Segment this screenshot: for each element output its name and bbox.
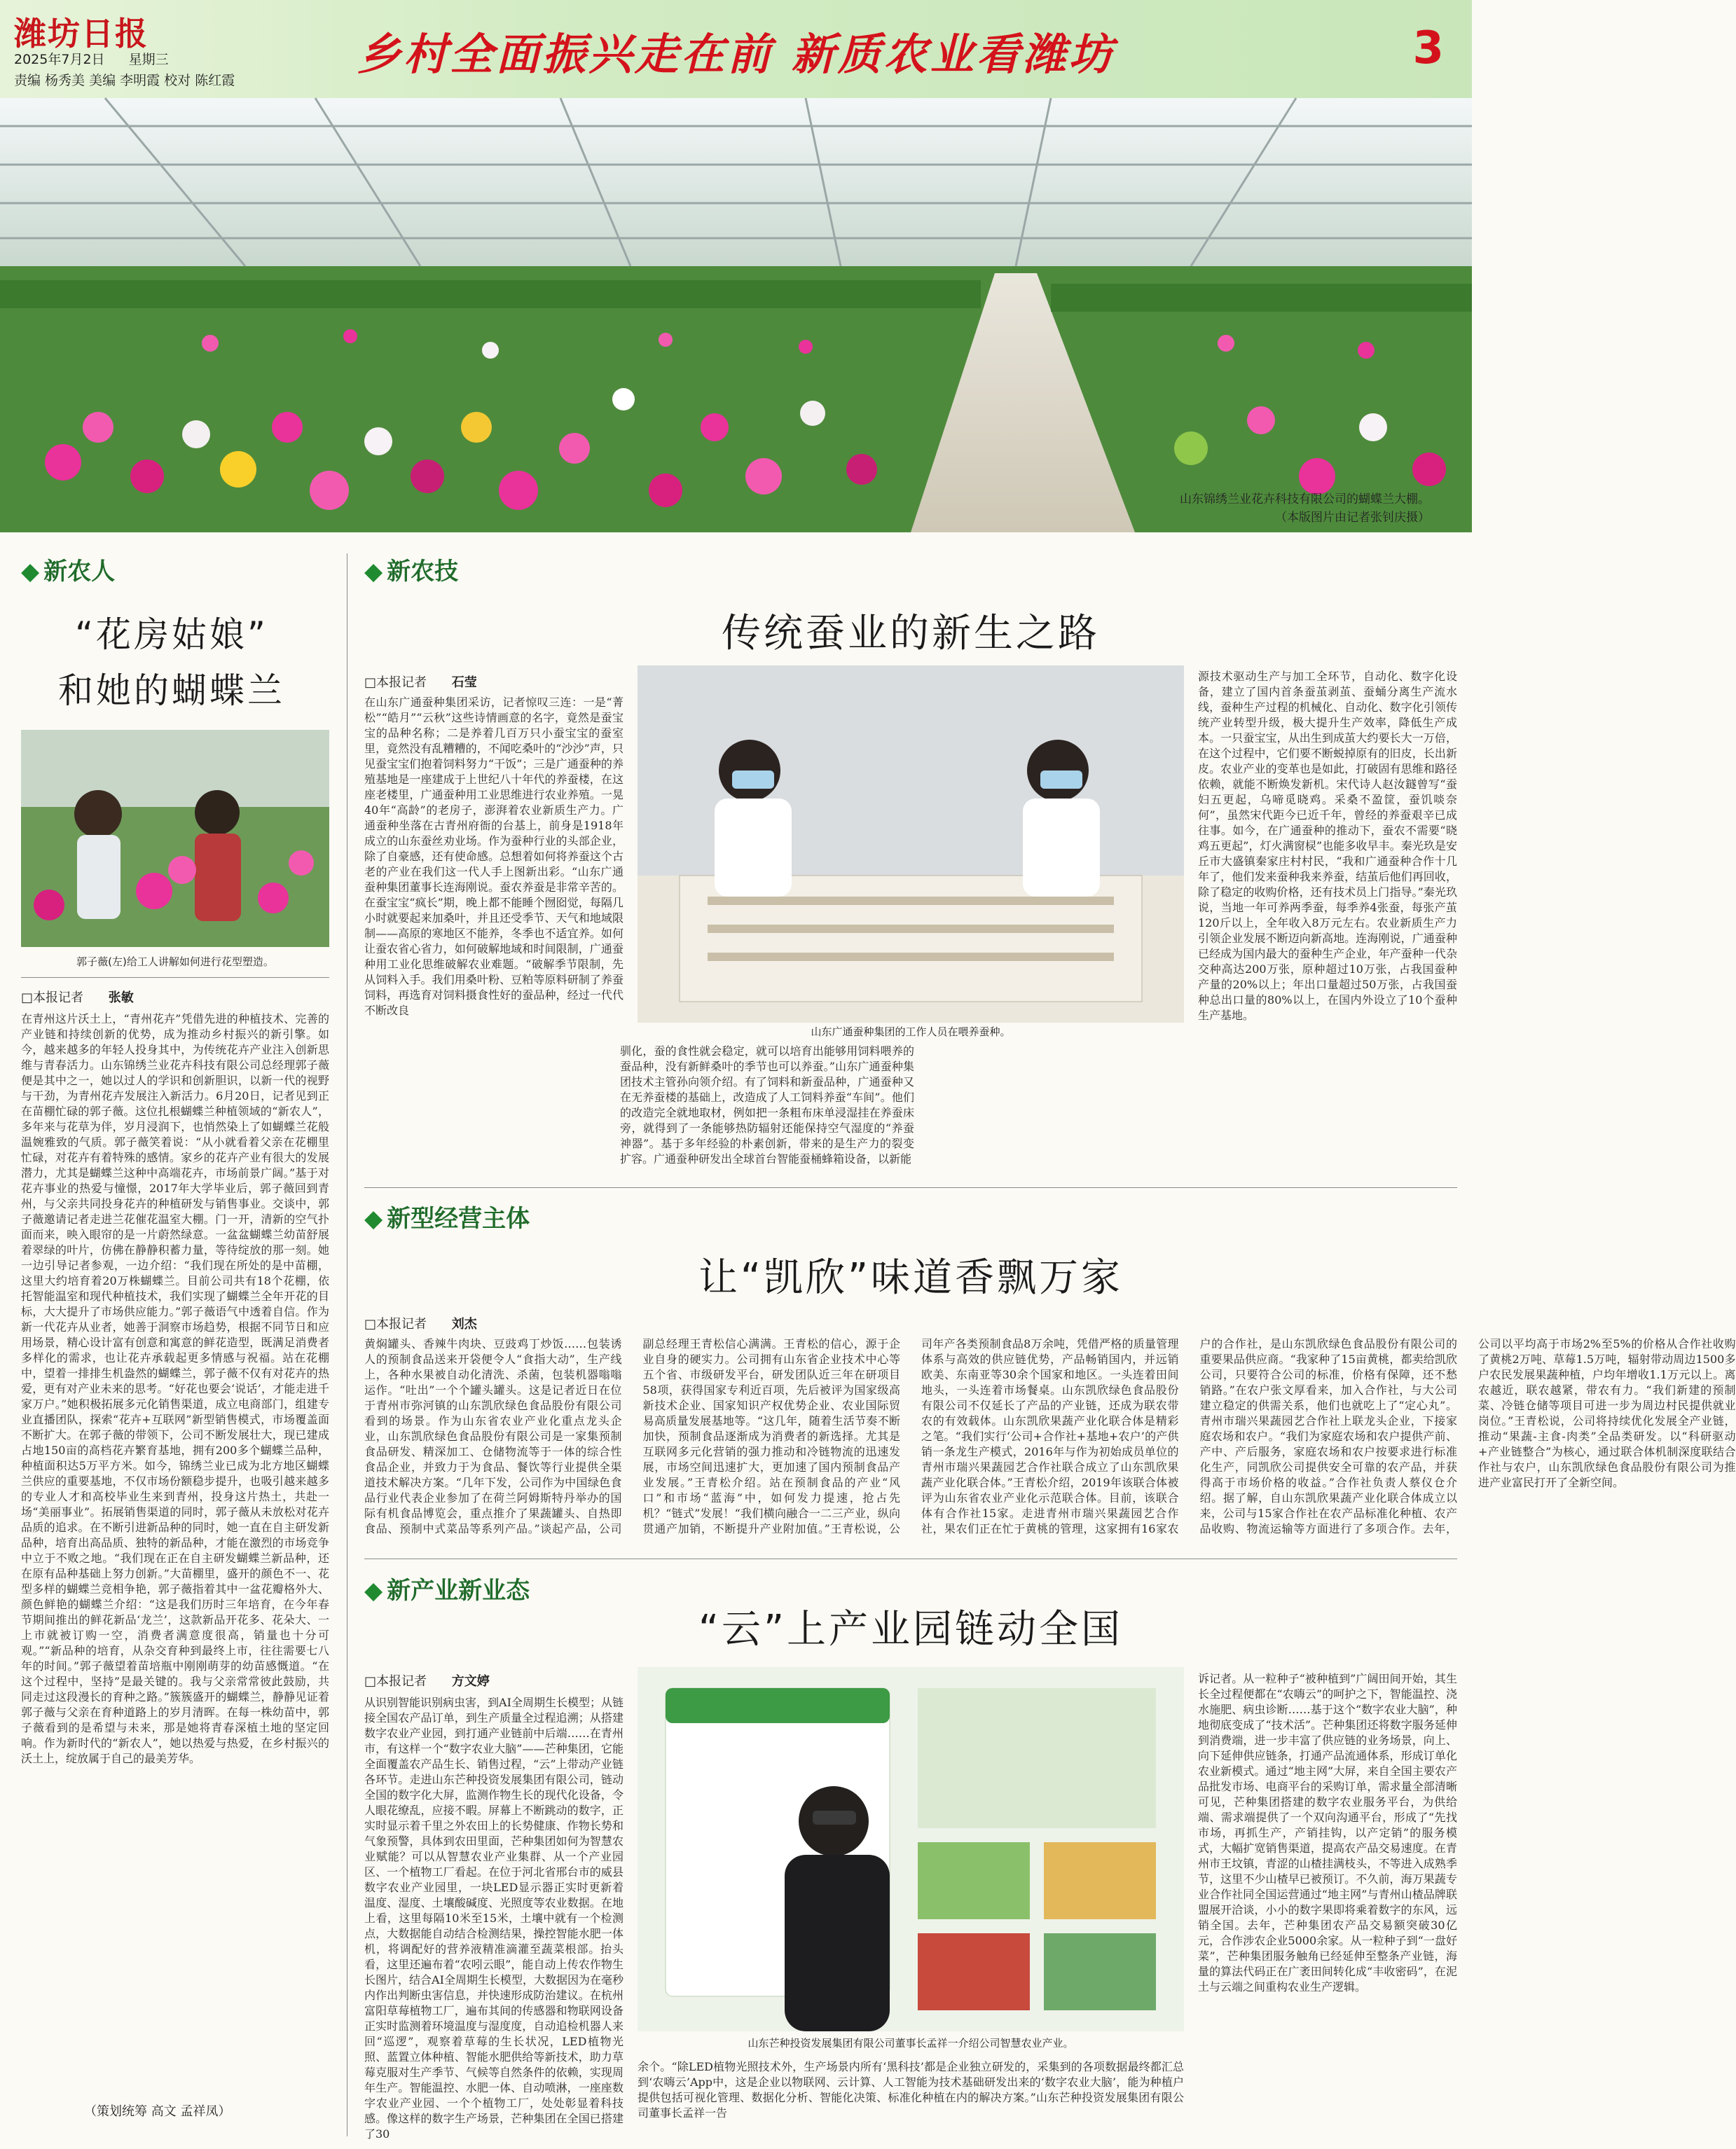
byline-label: 本报记者 xyxy=(376,1674,427,1689)
article2-photo-caption: 山东广通蚕种集团的工作人员在喂养蚕种。 xyxy=(811,1025,1011,1038)
article2-body-col2: 驯化，蚕的食性就会稳定，就可以培育出能够用饲料喂养的蚕品种，没有新鲜桑叶的季节也可以养蚕。”山东广通蚕种集团技术主管孙向领介绍。有了饲料和新蚕品种，广通蚕种又在无养蚕楼的基础上，改造成了人工饲料养蚕“车间”。他们的改造完全就地取材，例如把一条粗布床单浸湿挂在养蚕床旁，就得到了一条能够热防辐射还能保持空气湿度的“养蚕神器”。基于多年经验的朴素创新，带来的是生产力的裂变扩容。广通蚕种研发出全球首台智能蚕桶蜂箱设备，以新能 xyxy=(620,1044,914,1166)
newspaper-logo: 潍坊日报 xyxy=(14,15,149,53)
section-arrow-icon: ◆ xyxy=(364,1205,383,1233)
section-arrow-icon: ◆ xyxy=(21,558,40,586)
article4-body-col2: 余个。“除LED植物光照技术外，生产场景内所有‘黑科技’都是企业独立研发的，采集到的各项数据最终都汇总到‘农嗨云’App中，这是企业以物联网、云计算、人工智能为技术基础研发出来的‘数字农业大脑’，能为种植户提供包括可视化管理、数据化分析、智能化决策、标准化种植在内的解决方案。”山东芒种投资发展集团有限公司董事长孟祥一告 xyxy=(638,2060,1184,2120)
planning-credit: （策划统筹 高文 孟祥凤） xyxy=(84,2104,231,2119)
article4-photo-caption: 山东芒种投资发展集团有限公司董事长孟祥一介绍公司智慧农业产业。 xyxy=(748,2037,1074,2050)
editor-credits: 责编 杨秀美 美编 李明霞 校对 陈红霞 xyxy=(14,73,235,88)
byline-name: 石莹 xyxy=(451,675,477,690)
article1-body: 在青州这片沃土上，“青州花卉”凭借先进的种植技术、完善的产业链和持续创新的优势，成为推动乡村振兴的新引擎。如今，越来越多的年轻人投身其中，为传统花卉产业注入创新思维与青春活力。山东锦绣兰业花卉科技有限公司总经理郭子薇便是其中之一，她以过人的学识和创新胆识，以新一代的视野与干劲，为青州花卉发展注入新活力。6月20日，记者见到正在苗棚忙碌的郭子薇。这位扎根蝴蝶兰种植领域的“新农人”，多年来与花草为伴，岁月浸润下，也悄然染上了如蝴蝶兰花般温婉雅致的气质。郭子薇笑着说：“从小就看着父亲在花棚里忙碌，对花卉有着特殊的感情。家乡的花卉产业有很大的发展潜力，尤其是蝴蝶兰这种中高端花卉，市场前景广阔。”基于对花卉事业的热爱与憧憬，2017年大学毕业后，郭子薇回到青州，与父亲共同投身花卉的种植研发与销售事业。交谈中，郭子薇邀请记者走进兰花催花温室大棚。门一开，清新的空气扑面而来，映入眼帘的是一片蔚然绿意。一盆盆蝴蝶兰幼苗舒展着翠绿的叶片，仿佛在静静积蓄力量，等待绽放的那一刻。她一边引导记者参观，一边介绍：“我们现在所处的是中苗棚，这里大约培育着20万株蝴蝶兰。目前公司共有18个花棚，依托智能温室和现代种植技术，我们实现了蝴蝶兰全年开花的目标，大大提升了市场供应能力。”郭子薇语气中透着自信。作为新一代花卉从业者，她善于洞察市场趋势，根据不同节日和应用场景，精心设计富有创意和寓意的鲜花造型，既满足消费者多样化的需求，也让花卉承载起更多情感与祝福。站在花棚中，望着一排排生机盎然的蝴蝶兰，郭子薇不仅有对花卉的热爱，更有对产业未来的思考。“好花也要会‘说话’，才能走进千家万户。”她积极拓展多元化销售渠道，成立电商部门，组建专业直播团队，探索“花卉+互联网”新型销售模式，市场覆盖面不断扩大。在郭子薇的带领下，公司不断发展壮大，现已建成占地150亩的高档花卉繁育基地，拥有200多个蝴蝶兰品种，种植面积达5万平方米。如今，锦绣兰业已成为北方地区蝴蝶兰供应的重要基地，不仅市场份额稳步提升，也吸引越来越多的专业人才和高校毕业生来到青州，投身这片热土，共赴一场“美丽事业”。拓展销售渠道的同时，郭子薇从未放松对花卉品质的追求。在不断引进新品种的同时，她一直在自主研发新品种，培育出高品质、独特的新品种，才能在激烈的市场竞争中立于不败之地。“我们现在正在自主研发蝴蝶兰新品种，还在原有品种基础上努力创新。”大苗棚里，盛开的颜色不一、花型多样的蝴蝶兰竞相争艳，郭子薇指着其中一盆花瓣格外大、颜色鲜艳的蝴蝶兰介绍：“这是我们历时三年培育，在今年春节期间推出的鲜花新品‘龙兰’，这款新品开花多、花朵大、一上市就被订购一空，消费者满意度很高，销量也十分可观。”“新品种的培育，从杂交育种到最终上市，往往需要七八年的时间。”郭子薇望着苗培瓶中刚刚萌芽的幼苗感慨道。“在这个过程中，坚持”是最关键的。我与父亲常常彼此鼓励，共同走过这段漫长的育种之路。”簇簇盛开的蝴蝶兰，静静见证着郭子薇与父亲在育种道路上的岁月清晖。在每一株幼苗中，郭子薇看到的是希望与未来，那是她将青春深植土地的坚定回响。作为新时代的“新农人”，她以热爱与热爱，在乡村振兴的沃土上，绽放属于自己的最美芳华。 xyxy=(21,1012,329,1765)
article1-photo xyxy=(21,730,329,947)
section-label: 新农技 xyxy=(387,558,459,586)
article4-title: “云”上产业园链动全国 xyxy=(698,1607,1124,1652)
article1-title-line2: 和她的蝴蝶兰 xyxy=(58,670,285,711)
article2-byline xyxy=(364,672,477,691)
hero-caption-line2: （本版图片由记者张钊庆摄） xyxy=(1275,511,1430,525)
reporter-icon: □ xyxy=(364,1317,377,1332)
article2-body-col4: 源技术驱动生产与加工全环节，自动化、数字化设备，建立了国内首条蚕茧剥茧、蚕蛹分离生产流水线，蚕种生产过程的机械化、自动化、数字化引领传统产业转型升级，极大提升生产效率，降低生产成本。一只蚕宝宝，从出生到成茧大约要长大一万倍，在这个过程中，它们要不断蜕掉原有的旧皮，长出新皮。农业产业的变革也是如此，打破固有思维和路径依赖，就能不断焕发新机。宋代诗人赵汝鐩曾写“蚕妇五更起，乌啼觅晓鸡。采桑不盈筐，蚕饥啖奈何”，虽然宋代距今已近千年，曾经的养蚕艰辛已成往事。如今，在广通蚕种的推动下，蚕农不需要“晓鸡五更起”，灯火满窗棂”也能多收早丰。秦光玖是安丘市大盛镇秦家庄村村民，“我和广通蚕种合作十几年了，他们发来蚕种我来养蚕，结茧后他们再回收，除了稳定的收购价格，还有技术员上门指导。”秦光玖说，当地一年可养两季蚕，每季养4张蚕，每张产茧120斤以上，全年收入8万元左右。农业新质生产力引领企业发展不断迈向新高地。连海刚说，广通蚕种已经成为国内最大的蚕种生产企业，年产蚕种一代杂交种高达200万张，原种超过10万张，占我国蚕种产量的20%以上；年出口量超过50万张，占我国蚕种总出口量的80%以上，在国内外设立了10个蚕种生产基地。 xyxy=(1198,670,1457,1022)
page-headline: 乡村全面振兴走在前 新质农业看潍坊 xyxy=(357,29,1115,80)
issue-meta xyxy=(14,49,235,91)
article1-byline xyxy=(21,988,134,1006)
section-arrow-icon: ◆ xyxy=(364,558,383,586)
greenhouse-illustration xyxy=(0,98,1472,532)
article2-photo xyxy=(638,665,1184,1023)
section-header-new-farmer xyxy=(21,552,115,586)
byline-name: 张敏 xyxy=(108,990,134,1005)
reporter-icon: □ xyxy=(364,675,377,690)
article1-photo-caption: 郭子薇(左)给工人讲解如何进行花型塑造。 xyxy=(76,955,274,968)
section-arrow-icon: ◆ xyxy=(364,1577,383,1605)
divider xyxy=(21,977,329,978)
section-label: 新农人 xyxy=(43,558,116,586)
masthead xyxy=(0,0,1472,98)
reporter-icon: □ xyxy=(21,990,34,1005)
article4-photo xyxy=(638,1667,1184,2031)
byline-name: 方文婷 xyxy=(451,1674,490,1689)
section-header-new-tech xyxy=(364,552,458,586)
article4-byline xyxy=(364,1671,490,1690)
section-label: 新产业新业态 xyxy=(387,1577,530,1605)
reporter-icon: □ xyxy=(364,1674,377,1689)
article3-title: 让“凯欣”味道香飘万家 xyxy=(698,1255,1124,1301)
article3-body: 黄焖罐头、香辣牛肉块、豆豉鸡丁炒饭……包装诱人的预制食品送来开袋便令人“食指大动”，生产线上，各种水果被自动化清洗、杀菌，包装机器嗡嗡运作。“吐出”一个个罐头罐头。这是记者近日在位于青州市弥河镇的山东凯欣绿色食品股份有限公司看到的场景。作为山东省农业产业化重点龙头企业，山东凯欣绿色食品股份有限公司是一家集预制食品研发、精深加工、仓储物流等于一体的综合性食品企业，并致力于为食品、餐饮等行业提供全渠道技术解决方案。“几年下发，公司作为中国绿色食品行业代表企业参加了在荷兰阿姆斯特丹举办的国际有机食品博览会，重点推介了果蔬罐头、自热即食品、预制中式菜品等系列产品。”谈起产品，公司副总经理王青松信心满满。王青松的信心，源于企业自身的硬实力。公司拥有山东省企业技术中心等五个省、市级研发平台，研发团队近三年在研项目58项，获得国家专利近百项，先后被评为国家级高新技术企业、国家知识产权优势企业、农业国际贸易高质量发展基地等。“这几年，随着生活节奏不断加快，预制食品逐渐成为消费者的新选择。尤其是互联网多元化营销的强力推动和冷链物流的迅速发展，市场空间迅速扩大，更加速了国内预制食品产业发展。”王青松介绍。站在预制食品的产业“风口”和市场“蓝海”中，如何发力提速，抢占先机？“链式”发展！“我们横向融合一二三产业，纵向贯通产加销，不断提升产业附加值。”王青松说，公司年产各类预制食品8万余吨，凭借严格的质量管理体系与高效的供应链优势，产品畅销国内，并远销欧美、东南亚等30余个国家和地区。一头连着田间地头，一头连着市场餐桌。山东凯欣绿色食品股份有限公司不仅延长了产品的产业链，还成为联农带农的有效载体。山东凯欣果蔬产业化联合体是精彩之笔。“我们实行‘公司+合作社+基地+农户’的产供销一条龙生产模式，2016年与作为初始成员单位的青州市瑞兴果蔬园艺合作社联合成立了山东凯欣果蔬产业化联合体。”王青松介绍，2019年该联合体被评为山东省农业产业化示范联合体。目前，该联合体有合作社15家。走进青州市瑞兴果蔬园艺合作社，果农们正在忙于黄桃的管理，这家拥有16家农户的合作社，是山东凯欣绿色食品股份有限公司的重要果品供应商。“我家种了15亩黄桃，都卖给凯欣公司，只要符合公司的标准，价格有保障，还不愁销路。”在农户张文厚看来，加入合作社，与大公司建立稳定的供需关系，他们也就吃上了“定心丸”。青州市瑞兴果蔬园艺合作社上联龙头企业，下接家庭农场和农户。“我们为家庭农场和农户提供产前、产中、产后服务，家庭农场和农户按要求进行标准化生产，同凯欣公司提供安全可靠的农产品，并获得高于市场价格的收益。”合作社负责人蔡仪仓介绍。据了解，自山东凯欣果蔬产业化联合体成立以来，公司与15家合作社在农产品标准化种植、农产品收购、物流运输等方面进行了多项合作。去年，公司以平均高于市场2%至5%的价格从合作社收购了黄桃2万吨、草莓1.5万吨，辐射带动周边1500多户农民发展果蔬种植，户均年增收1.1万元以上。离农越近，联农越紧，带农有力。“我们新建的预制菜、冷链仓储等项目可进一步为周边村民提供就业岗位。”王青松说，公司将持续优化发展全产业链，推动“果蔬-主食-肉类”全品类研发。以“科研驱动+产业链整合”为核心，通过联合体机制深度联结合作社与农户，山东凯欣绿色食品股份有限公司为推进产业富民打开了全新空间。 xyxy=(364,1337,1736,1535)
byline-label: 本报记者 xyxy=(33,990,84,1005)
article4-body: 从识别智能识别病虫害，到AI全周期生长模型；从链接全国农产品订单，到生产质量全过程追溯；从搭建数字农业产业园，到打通产业链前中后端……在青州市，有这样一个“数字农业大脑”——芒种集团，它能全面覆盖农产品生长、销售过程，“云”上带动产业链各环节。走进山东芒种投资发展集团有限公司，链动全国的数字化大屏，监测作物生长的现代化设备，令人眼花缭乱，应接不暇。屏幕上不断跳动的数字，正实时显示着千里之外农田上的长势健康、作物长势和气象预警，具体到农田里面，芒种集团如何为智慧农业赋能？可以从智慧农业产业集群、从一个产业园区、一个植物工厂看起。在位于河北省邢台市的威县数字农业产业园里，一块LED显示器正实时更新着温度、湿度、土壤酸碱度、光照度等农业数据。在地上看，这里每隔10米至15米，土壤中就有一个检测点，大数据能自动结合检测结果，操控智能水肥一体机，将调配好的营养液精准滴灌至蔬菜根部。抬头看，这里还遍布着“农吲云眼”，能自动上传农作物生长图片，结合AI全周期生长模型，大数据因为在毫秒内作出判断虫害信息，并快速形成防治建议。在杭州富阳草莓植物工厂，遍布其间的传感器和物联网设备正实时监测着环境温度与湿度度，自动追检机器人来回“巡逻”，观察着草莓的生长状况，LED植物光照、蓝置立体种植、智能水肥供给等新技术，助力草莓克服对生产季节、气候等自然条件的依赖，实现周年生产。智能温控、水肥一体、自动喷淋，一座座数字农业产业园、一个个植物工厂，处处彰显着科技感。像这样的数字生产场景，芒种集团在全国已搭建了30 xyxy=(364,1696,624,2141)
section-label: 新型经营主体 xyxy=(387,1205,530,1233)
hero-caption-line1: 山东锦绣兰业花卉科技有限公司的蝴蝶兰大棚。 xyxy=(1180,492,1430,506)
article1-title-line1: “花房姑娘” xyxy=(75,614,268,655)
page-number: 3 xyxy=(1412,22,1444,74)
section-header-new-business xyxy=(364,1199,530,1234)
byline-label: 本报记者 xyxy=(376,675,427,690)
byline-label: 本报记者 xyxy=(376,1317,427,1332)
article2-title: 传统蚕业的新生之路 xyxy=(722,611,1100,656)
article3-byline xyxy=(364,1314,477,1332)
divider xyxy=(364,1187,1457,1188)
issue-date: 2025年7月2日 xyxy=(14,52,105,67)
issue-weekday: 星期三 xyxy=(128,52,169,67)
article4-body-col4: 诉记者。从一粒种子“被种植到”广阔田间开始，其生长全过程便都在“农嗨云”的呵护之下，智能温控、浇水施肥、病虫诊断……基于这个“数字农业大脑”，种地彻底变成了“技术活”。芒种集团还将数字服务延伸到消费端，进一步丰富了供应链的业务场景，向上、向下延伸供应链条，打通产品流通体系，形成订单化农业新模式。通过“地主网”大屏，来自全国主要农产品批发市场、电商平台的采购订单，需求量全部清晰可见，芒种集团搭建的数字农业服务平台，为供给端、需求端提供了一个双向沟通平台，形成了“先找市场，再抓生产，产销挂钩，以产定销”的服务模式，大幅扩宽销售渠道，提高农产品交易速度。在青州市王坟镇，青涩的山楂挂满枝头，不等进入成熟季节，这里不少山楂早已被预订。不久前，海万果蔬专业合作社同全国运营通过“地主网”与青州山楂品牌联盟展开洽谈，小小的数字果即将乘着数字的东风，远销全国。去年，芒种集团农产品交易额突破30亿元，合作涉农企业5000余家。从一粒种子到“一盘好菜”，芒种集团服务触角已经延伸至整条产业链，海量的算法代码正在广袤田间转化成“丰收密码”，在泥土与云端之间重构农业生产逻辑。 xyxy=(1198,1672,1457,1993)
byline-name: 刘杰 xyxy=(451,1317,477,1332)
hero-caption xyxy=(1180,490,1430,527)
hero-greenhouse-photo xyxy=(0,98,1472,532)
article2-body-col1: 在山东广通蚕种集团采访，记者惊叹三连：一是“菁松”“皓月”“云秋”这些诗情画意的名字，竟然是蚕宝宝的品种名称；二是养着几百万只小蚕宝宝的蚕室里，竟然没有乱糟糟的，不闻吃桑叶的“沙沙”声，只见蚕宝宝们抱着饲料努力“干饭”；三是广通蚕种的养殖基地是一座建成于上世纪八十年代的养蚕楼，在这座老楼里，广通蚕种用工业思维进行农业养殖。一晃40年“高龄”的老房子，澎湃着农业新质生产力。广通蚕种坐落在古青州府衙的台基上，前身是1918年成立的山东蚕丝劝业场。作为蚕种行业的头部企业，除了自豪感，还有使命感。总想着如何将养蚕这个古老的产业在我们这一代人手上图新出彩。“山东广通蚕种集团董事长连海刚说。蚕农养蚕是非常辛苦的。在蚕宝宝“疯长”期，晚上都不能睡个囫囵觉，每隔几小时就要起来加桑叶，并且还受季节、天气和地域限制——高原的寒地区不能养，冬季也不适宜养。如何让蚕农省心省力，如何破解地域和时间限制，广通蚕种用工业化思维破解农业难题。“破解季节限制，先从饲料入手。我们用桑叶粉、豆粕等原料研制了养蚕饲料，再选育对饲料摄食性好的蚕品种，经过一代代不断改良 xyxy=(364,696,624,1017)
